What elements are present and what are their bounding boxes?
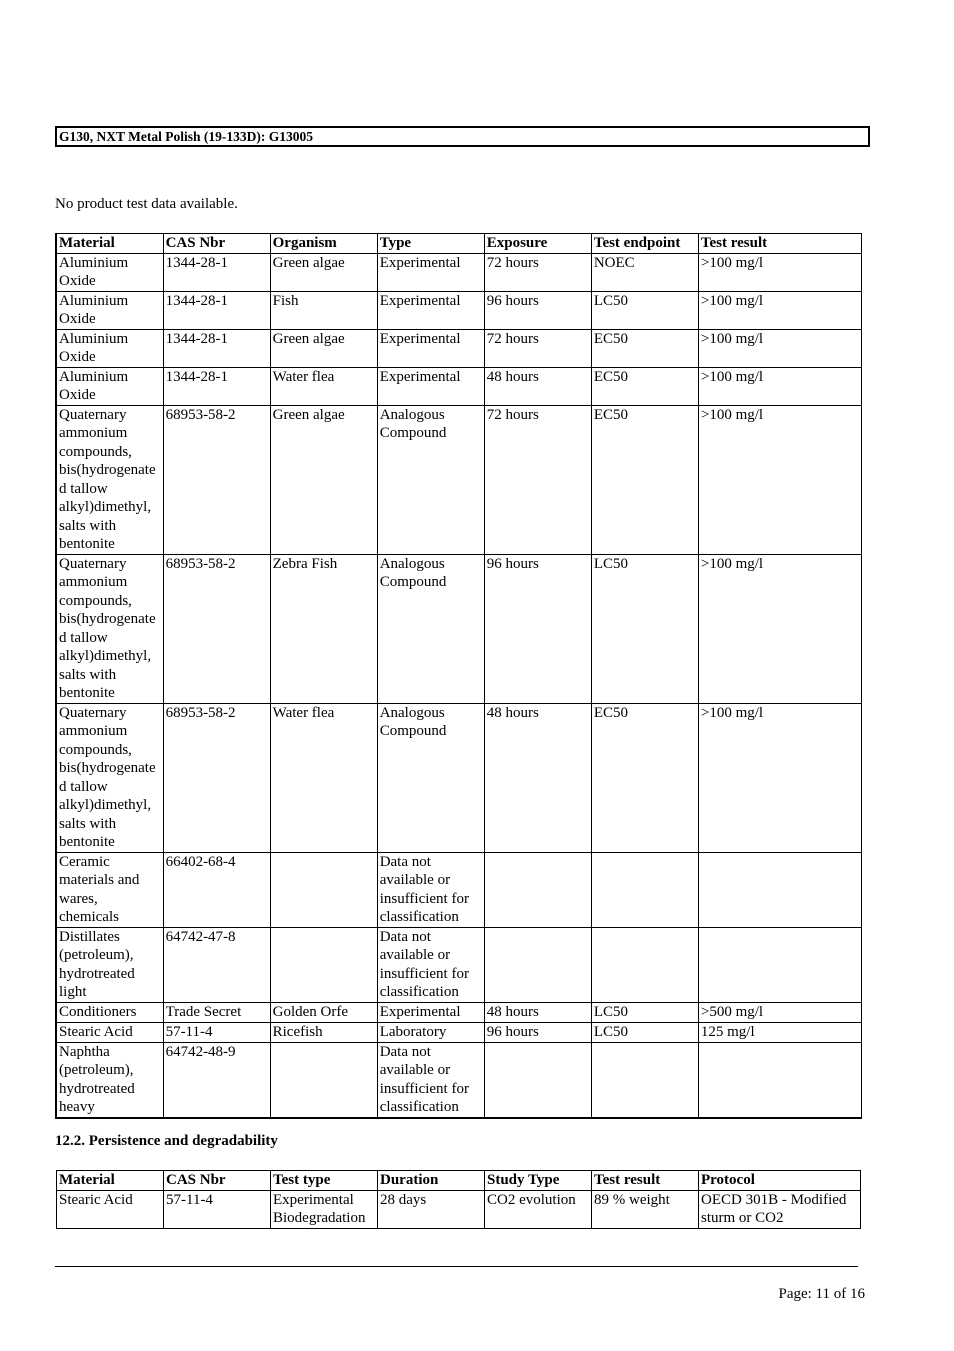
table-cell: [698, 852, 861, 927]
table-cell: Experimental Biodegradation: [271, 1190, 378, 1228]
table-cell: 68953-58-2: [163, 554, 270, 703]
table-cell: 28 days: [378, 1190, 485, 1228]
table-cell: EC50: [591, 703, 698, 852]
table-row: [56, 253, 862, 291]
table-cell: Water flea: [270, 703, 377, 852]
table-cell: 68953-58-2: [163, 703, 270, 852]
table-cell: Aluminium Oxide: [56, 367, 163, 405]
table-cell: Data not available or insufficient for classification: [377, 852, 484, 927]
table-cell: 72 hours: [484, 405, 591, 554]
table-cell: [270, 927, 377, 1002]
table-cell: >100 mg/l: [698, 253, 861, 291]
table-cell: [591, 927, 698, 1002]
table-row: [56, 291, 862, 329]
table-cell: Stearic Acid: [56, 1022, 163, 1042]
table-row: [56, 1042, 862, 1118]
table-row: [56, 405, 862, 554]
column-header: Test result: [592, 1171, 699, 1191]
table-cell: Aluminium Oxide: [56, 291, 163, 329]
table-cell: >100 mg/l: [698, 367, 861, 405]
table-cell: LC50: [591, 1022, 698, 1042]
table-cell: Laboratory: [377, 1022, 484, 1042]
table-cell: [591, 1042, 698, 1118]
table-cell: >100 mg/l: [698, 703, 861, 852]
table-row: [56, 852, 862, 927]
table-row: [56, 927, 862, 1002]
table-cell: 72 hours: [484, 253, 591, 291]
table-cell: EC50: [591, 329, 698, 367]
table-cell: Analogous Compound: [377, 554, 484, 703]
table-cell: [484, 927, 591, 1002]
column-header: CAS Nbr: [164, 1171, 271, 1191]
column-header: CAS Nbr: [163, 234, 270, 254]
persistence-table: [56, 1170, 861, 1229]
table-cell: Aluminium Oxide: [56, 329, 163, 367]
table-cell: Analogous Compound: [377, 703, 484, 852]
table-cell: NOEC: [591, 253, 698, 291]
table-cell: [484, 1042, 591, 1118]
column-header: Test endpoint: [591, 234, 698, 254]
column-header: Material: [57, 1171, 164, 1191]
table-row: [56, 367, 862, 405]
table-cell: Green algae: [270, 329, 377, 367]
table-cell: LC50: [591, 1002, 698, 1022]
table-cell: Quaternary ammonium compounds, bis(hydrogenated tallow alkyl)dimethyl, salts with bentonite: [56, 703, 163, 852]
table-cell: 1344-28-1: [163, 329, 270, 367]
table-cell: EC50: [591, 405, 698, 554]
table-cell: 48 hours: [484, 703, 591, 852]
table-cell: Experimental: [377, 367, 484, 405]
table-cell: Aluminium Oxide: [56, 253, 163, 291]
table-row: [57, 1190, 861, 1228]
table-cell: >100 mg/l: [698, 329, 861, 367]
product-title: G130, NXT Metal Polish (19-133D): G13005: [59, 129, 313, 144]
column-header: Test type: [271, 1171, 378, 1191]
column-header: Study Type: [485, 1171, 592, 1191]
table-cell: Experimental: [377, 1002, 484, 1022]
column-header: Test result: [698, 234, 861, 254]
table-cell: Ricefish: [270, 1022, 377, 1042]
pers-table-header: [57, 1171, 861, 1191]
table-cell: LC50: [591, 291, 698, 329]
table-cell: 96 hours: [484, 554, 591, 703]
table-cell: OECD 301B - Modified sturm or CO2: [699, 1190, 861, 1228]
table-cell: 1344-28-1: [163, 291, 270, 329]
no-product-data-text: No product test data available.: [55, 196, 238, 212]
product-title-box: [55, 126, 870, 147]
table-cell: Quaternary ammonium compounds, bis(hydrogenated tallow alkyl)dimethyl, salts with bentonite: [56, 405, 163, 554]
table-cell: 64742-47-8: [163, 927, 270, 1002]
column-header: Duration: [378, 1171, 485, 1191]
table-cell: Ceramic materials and wares, chemicals: [56, 852, 163, 927]
footer-divider: [55, 1266, 858, 1267]
table-cell: 48 hours: [484, 367, 591, 405]
table-cell: Data not available or insufficient for classification: [377, 927, 484, 1002]
table-cell: [270, 1042, 377, 1118]
table-cell: Naphtha (petroleum), hydrotreated heavy: [56, 1042, 163, 1118]
table-cell: Experimental: [377, 253, 484, 291]
table-cell: 64742-48-9: [163, 1042, 270, 1118]
table-cell: Quaternary ammonium compounds, bis(hydrogenated tallow alkyl)dimethyl, salts with bentonite: [56, 554, 163, 703]
table-cell: [484, 852, 591, 927]
table-cell: CO2 evolution: [485, 1190, 592, 1228]
pers-table-body: [57, 1190, 861, 1228]
table-cell: Distillates (petroleum), hydrotreated light: [56, 927, 163, 1002]
table-cell: >100 mg/l: [698, 291, 861, 329]
table-cell: >100 mg/l: [698, 405, 861, 554]
table-cell: 89 % weight: [592, 1190, 699, 1228]
table-cell: 96 hours: [484, 1022, 591, 1042]
aquatic-toxicity-table: [55, 233, 862, 1119]
table-cell: Conditioners: [56, 1002, 163, 1022]
table-cell: 57-11-4: [164, 1190, 271, 1228]
table-row: [56, 329, 862, 367]
column-header: Organism: [270, 234, 377, 254]
table-cell: 68953-58-2: [163, 405, 270, 554]
table-cell: 66402-68-4: [163, 852, 270, 927]
table-cell: 1344-28-1: [163, 367, 270, 405]
table-cell: [698, 1042, 861, 1118]
column-header: Material: [56, 234, 163, 254]
table-cell: 1344-28-1: [163, 253, 270, 291]
table-cell: [270, 852, 377, 927]
table-cell: EC50: [591, 367, 698, 405]
table-cell: >500 mg/l: [698, 1002, 861, 1022]
table-cell: Green algae: [270, 405, 377, 554]
table-cell: Experimental: [377, 329, 484, 367]
column-header: Protocol: [699, 1171, 861, 1191]
section-heading-persistence: 12.2. Persistence and degradability: [55, 1133, 278, 1149]
table-cell: Golden Orfe: [270, 1002, 377, 1022]
table-cell: Experimental: [377, 291, 484, 329]
table-cell: 125 mg/l: [698, 1022, 861, 1042]
table-cell: Trade Secret: [163, 1002, 270, 1022]
table-cell: Data not available or insufficient for classification: [377, 1042, 484, 1118]
table-cell: 48 hours: [484, 1002, 591, 1022]
tox-table-header: [56, 234, 862, 254]
table-cell: [698, 927, 861, 1002]
table-row: [56, 554, 862, 703]
page-number: Page: 11 of 16: [778, 1286, 865, 1302]
table-cell: LC50: [591, 554, 698, 703]
table-cell: [591, 852, 698, 927]
table-cell: 72 hours: [484, 329, 591, 367]
table-row: [56, 1022, 862, 1042]
table-cell: >100 mg/l: [698, 554, 861, 703]
table-cell: Zebra Fish: [270, 554, 377, 703]
table-cell: Stearic Acid: [57, 1190, 164, 1228]
column-header: Type: [377, 234, 484, 254]
tox-table-body: [56, 253, 862, 1118]
table-cell: Analogous Compound: [377, 405, 484, 554]
table-cell: Green algae: [270, 253, 377, 291]
table-cell: 96 hours: [484, 291, 591, 329]
table-cell: 57-11-4: [163, 1022, 270, 1042]
table-row: [56, 1002, 862, 1022]
table-row: [56, 703, 862, 852]
table-cell: Water flea: [270, 367, 377, 405]
column-header: Exposure: [484, 234, 591, 254]
table-cell: Fish: [270, 291, 377, 329]
